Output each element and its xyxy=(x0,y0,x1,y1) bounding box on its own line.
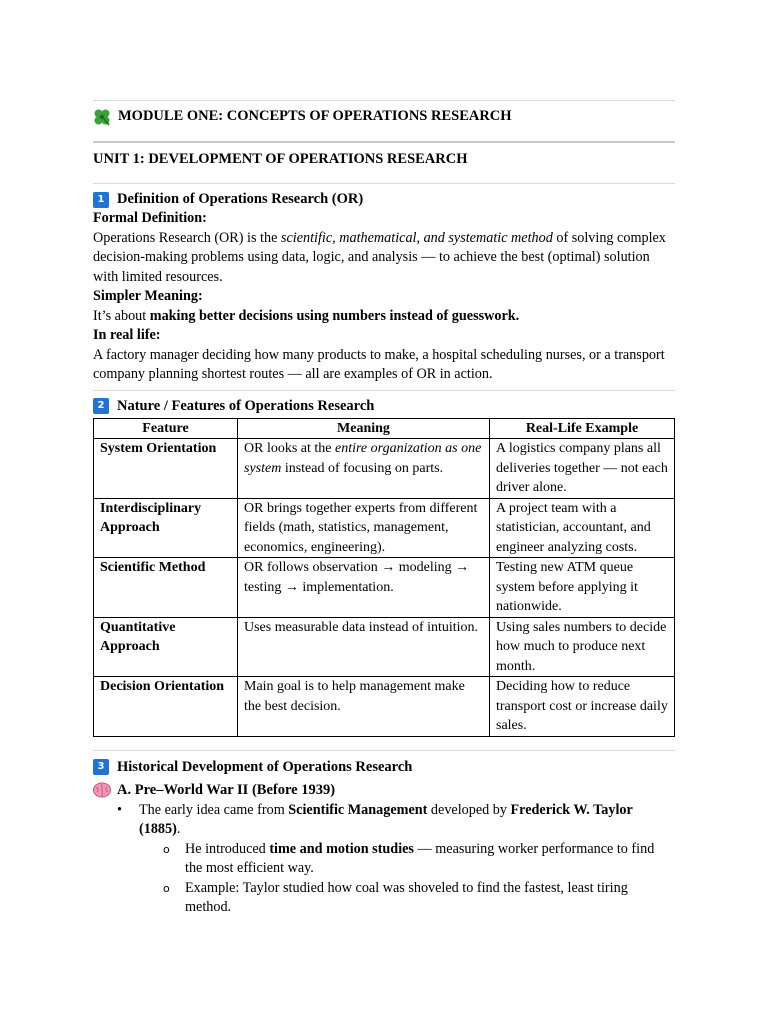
features-table xyxy=(93,418,675,737)
simpler-meaning-text: It’s about making better decisions using numbers instead of guesswork. xyxy=(93,307,520,324)
example-cell: Testing new ATM queue system before applying it nationwide. xyxy=(490,558,675,618)
brain-icon xyxy=(93,782,111,798)
formal-definition-label: Formal Definition: xyxy=(93,210,207,226)
example-cell: A project team with a statistician, accountant, and engineer analyzing costs. xyxy=(490,498,675,558)
header-example: Real-Life Example xyxy=(490,418,675,439)
simpler-meaning-label: Simpler Meaning: xyxy=(93,288,203,304)
number-one-icon: 1 xyxy=(93,192,109,208)
table-row xyxy=(94,677,675,737)
number-two-icon: 2 xyxy=(93,398,109,414)
feature-cell: Interdisciplinary Approach xyxy=(94,498,238,558)
subsection-a-heading xyxy=(93,781,675,800)
document-page xyxy=(93,100,675,918)
header-feature: Feature xyxy=(94,418,238,439)
feature-cell: System Orientation xyxy=(94,439,238,499)
table-row xyxy=(94,439,675,499)
table-row xyxy=(94,558,675,618)
section1-heading xyxy=(93,190,675,209)
feature-cell: Quantitative Approach xyxy=(94,617,238,677)
section2-title: Nature / Features of Operations Research xyxy=(117,397,375,414)
sub-bullet-marker: o xyxy=(163,881,170,895)
feature-cell: Decision Orientation xyxy=(94,677,238,737)
meaning-cell: OR follows observation → modeling → testing → implementation. xyxy=(238,558,490,618)
history-list xyxy=(93,801,675,840)
bullet-marker: • xyxy=(117,801,122,818)
list-item: o Example: Taylor studied how coal was shoveled to find the fastest, least tiring method. xyxy=(163,879,628,915)
formal-definition-emphasis: scientific, mathematical, and systematic method xyxy=(280,229,553,246)
module-heading xyxy=(93,107,675,126)
top-divider xyxy=(93,100,675,101)
four-leaf-clover-icon xyxy=(93,108,111,126)
meaning-cell: OR looks at the entire organization as one system instead of focusing on parts. xyxy=(238,439,490,499)
section2-divider xyxy=(93,750,675,751)
list-item: o He introduced time and motion studies — measuring worker performance to find the most efficient way. xyxy=(163,840,655,876)
real-life-text: A factory manager deciding how many products to make, a hospital scheduling nurses, or a transport company planning shortest routes — all are examples of OR in action. xyxy=(93,346,665,382)
section3-title: Historical Development of Operations Research xyxy=(117,758,413,775)
header-meaning: Meaning xyxy=(238,418,490,439)
section3-heading xyxy=(93,758,675,777)
unit-title: UNIT 1: DEVELOPMENT OF OPERATIONS RESEARCH xyxy=(93,151,468,167)
example-cell: Deciding how to reduce transport cost or increase daily sales. xyxy=(490,677,675,737)
subsection-a-title: A. Pre–World War II (Before 1939) xyxy=(117,781,336,798)
formal-definition-text: Operations Research (OR) is the scientific, mathematical, and systematic method of solving complex decision-making problems using data, logic, and analysis — to achieve the best (optimal) solution with limited resources. xyxy=(93,229,666,285)
meaning-cell: Main goal is to help management make the best decision. xyxy=(238,677,490,737)
example-cell: Using sales numbers to decide how much to produce next month. xyxy=(490,617,675,677)
table-row xyxy=(94,498,675,558)
unit-divider xyxy=(93,183,675,184)
unit-heading xyxy=(93,150,675,169)
module-divider xyxy=(93,141,675,143)
table-row xyxy=(94,617,675,677)
example-cell: A logistics company plans all deliveries together — not each driver alone. xyxy=(490,439,675,499)
table-header-row xyxy=(94,418,675,439)
sub-bullet-marker: o xyxy=(163,842,170,856)
section2-heading xyxy=(93,397,675,416)
feature-cell: Scientific Method xyxy=(94,558,238,618)
number-three-icon: 3 xyxy=(93,759,109,775)
real-life-label: In real life: xyxy=(93,327,161,343)
list-item: • The early idea came from Scientific Management developed by Frederick W. Taylor (1885). xyxy=(117,801,633,837)
history-sublist xyxy=(93,840,675,918)
meaning-cell: OR brings together experts from different fields (math, statistics, management, economics, engineering). xyxy=(238,498,490,558)
simpler-meaning-bold: making better decisions using numbers instead of guesswork. xyxy=(149,307,520,324)
section1-title: Definition of Operations Research (OR) xyxy=(117,191,364,207)
module-title: MODULE ONE: CONCEPTS OF OPERATIONS RESEARCH xyxy=(118,108,512,124)
section1-divider xyxy=(93,390,675,391)
meaning-cell: Uses measurable data instead of intuition. xyxy=(238,617,490,677)
